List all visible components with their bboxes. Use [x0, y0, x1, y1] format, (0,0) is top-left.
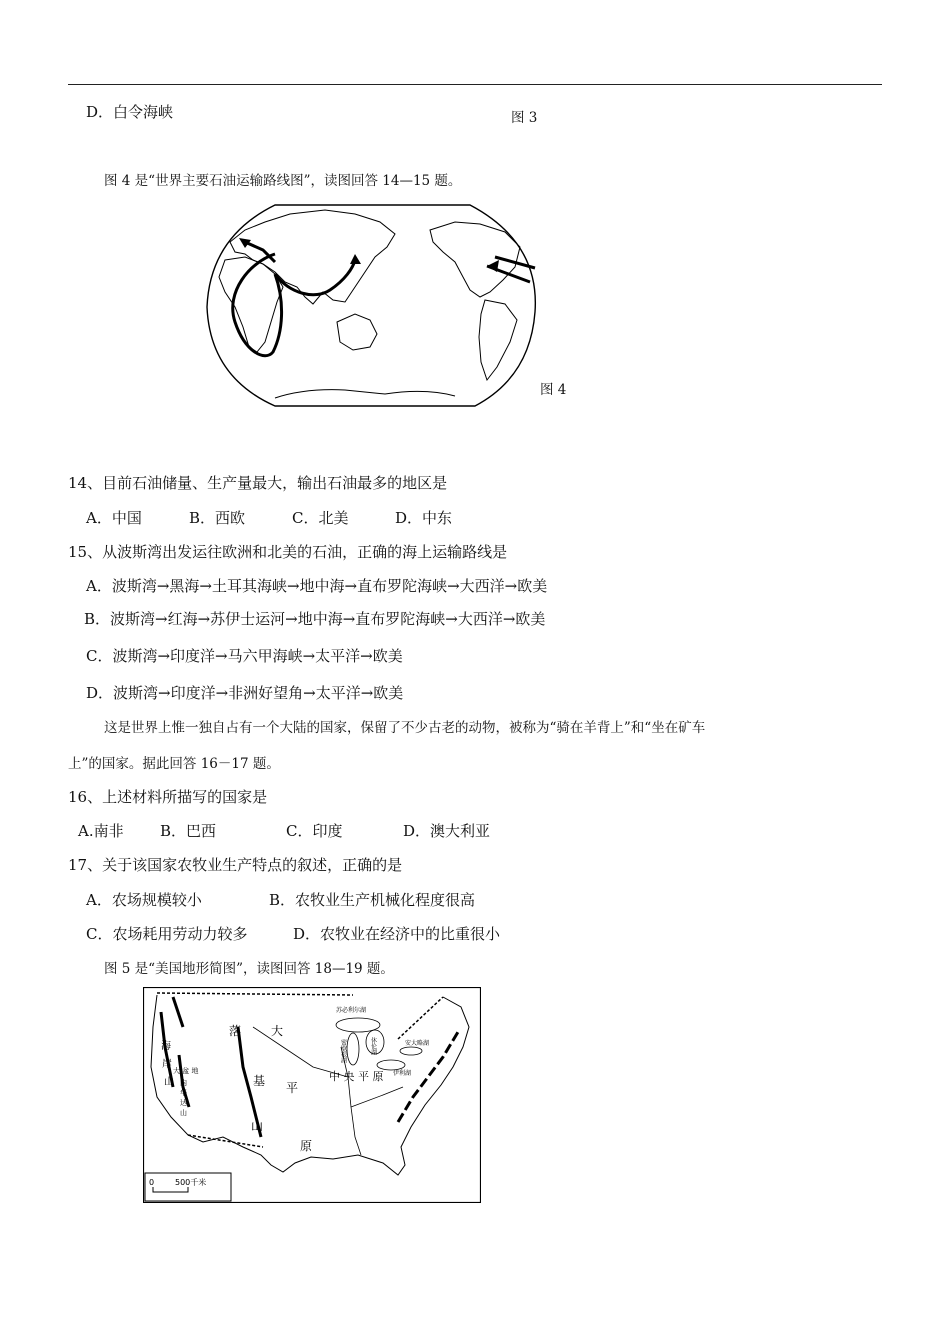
label-an: 岸 [162, 1059, 172, 1070]
label-luo: 落 [229, 1024, 242, 1038]
route-to-asia [275, 260, 355, 295]
question-17-stem: 17、关于该国家农牧业生产特点的叙述，正确的是 [68, 856, 403, 874]
q14-option-c[interactable]: C．北美 [292, 509, 349, 527]
us-terrain-map [143, 987, 481, 1203]
figure-4-intro: 图 4 是“世界主要石油运输路线图”，读图回答 14—15 题。 [104, 173, 462, 189]
map-frame [144, 988, 481, 1203]
arrow-head-na [487, 260, 499, 272]
q17-option-b[interactable]: B．农牧业生产机械化程度很高 [269, 891, 476, 909]
question-17-options-row2 [86, 924, 500, 944]
q16-option-c[interactable]: C．印度 [286, 822, 343, 840]
label-yuan: 原 [300, 1139, 313, 1153]
figure-4-caption: 图 4 [540, 382, 567, 398]
label-shan2: 山 [164, 1077, 174, 1088]
q15-option-b[interactable]: B．波斯湾→红海→苏伊士运河→地中海→直布罗陀海峡→大西洋→欧美 [84, 610, 546, 628]
arrow-head-asia [350, 254, 361, 264]
world-oil-route-map [205, 202, 540, 410]
question-14-stem: 14、目前石油储量、生产量最大，输出石油最多的地区是 [68, 474, 448, 492]
q14-option-a[interactable]: A．中国 [86, 509, 142, 527]
question-17-options-row1 [86, 890, 475, 910]
label-ji: 基 [253, 1074, 266, 1088]
option-d-bering: D．白令海峡 [86, 103, 174, 121]
eurasia-landmass [230, 210, 395, 304]
label-lake-superior: 苏必利尔湖 [336, 1007, 367, 1014]
label-lake-michigan: 密歇根湖 [339, 1039, 347, 1063]
passage-line-1: 这是世界上惟一独自占有一个大陆的国家，保留了不少古老的动物，被称为“骑在羊背上”和“坐在矿车 [104, 720, 706, 736]
label-great-basin: 大 盆 地 [173, 1067, 199, 1075]
label-ping: 平 [286, 1081, 299, 1095]
label-shan: 山 [251, 1119, 264, 1133]
q17-option-d[interactable]: D．农牧业在经济中的比重很小 [293, 925, 501, 943]
route-to-europe-cape [233, 254, 282, 356]
label-lake-erie: 伊利湖 [393, 1070, 412, 1077]
label-lake-huron: 休伦湖 [369, 1037, 377, 1055]
label-shan3: 山 [180, 1109, 187, 1117]
scale-distance-label: 500千米 [175, 1178, 207, 1187]
question-15-stem: 15、从波斯湾出发运往欧洲和北美的石油，正确的海上运输路线是 [68, 543, 508, 561]
label-hai: 海 [161, 1041, 171, 1052]
label-hua: 华 [180, 1089, 187, 1097]
q14-option-d[interactable]: D．中东 [395, 509, 453, 527]
figure-3-caption: 图 3 [511, 110, 538, 126]
passage-line-2: 上”的国家。据此回答 16－17 题。 [68, 756, 280, 772]
q15-option-d[interactable]: D．波斯湾→印度洋→非洲好望角→太平洋→欧美 [86, 684, 404, 702]
q16-option-b[interactable]: B．巴西 [160, 822, 217, 840]
question-14-options [86, 508, 452, 528]
q17-option-a[interactable]: A．农场规模较小 [86, 891, 202, 909]
figure-5-intro: 图 5 是“美国地形简图”，读图回答 18—19 题。 [104, 961, 394, 977]
antarctica-landmass [275, 390, 455, 398]
q15-option-a[interactable]: A．波斯湾→黑海→土耳其海峡→地中海→直布罗陀海峡→大西洋→欧美 [86, 577, 548, 595]
label-lake-ontario: 安大略湖 [405, 1040, 430, 1047]
q14-option-b[interactable]: B．西欧 [189, 509, 246, 527]
label-nei: 内 [180, 1079, 187, 1087]
australia-landmass [337, 314, 377, 350]
question-16-stem: 16、上述材料所描写的国家是 [68, 788, 268, 806]
label-da: 大 [271, 1024, 284, 1038]
label-central-plain: 中 央 平 原 [329, 1070, 384, 1083]
question-16-options [78, 821, 490, 841]
q17-option-c[interactable]: C．农场耗用劳动力较多 [86, 925, 248, 943]
q16-option-d[interactable]: D．澳大利亚 [403, 822, 491, 840]
south-america-landmass [479, 300, 517, 380]
header-rule [68, 84, 882, 85]
scale-zero-label: 0 [149, 1178, 155, 1187]
q15-option-c[interactable]: C．波斯湾→印度洋→马六甲海峡→太平洋→欧美 [86, 647, 403, 665]
q16-option-a[interactable]: A.南非 [78, 822, 124, 840]
label-da2: 达 [180, 1099, 187, 1107]
